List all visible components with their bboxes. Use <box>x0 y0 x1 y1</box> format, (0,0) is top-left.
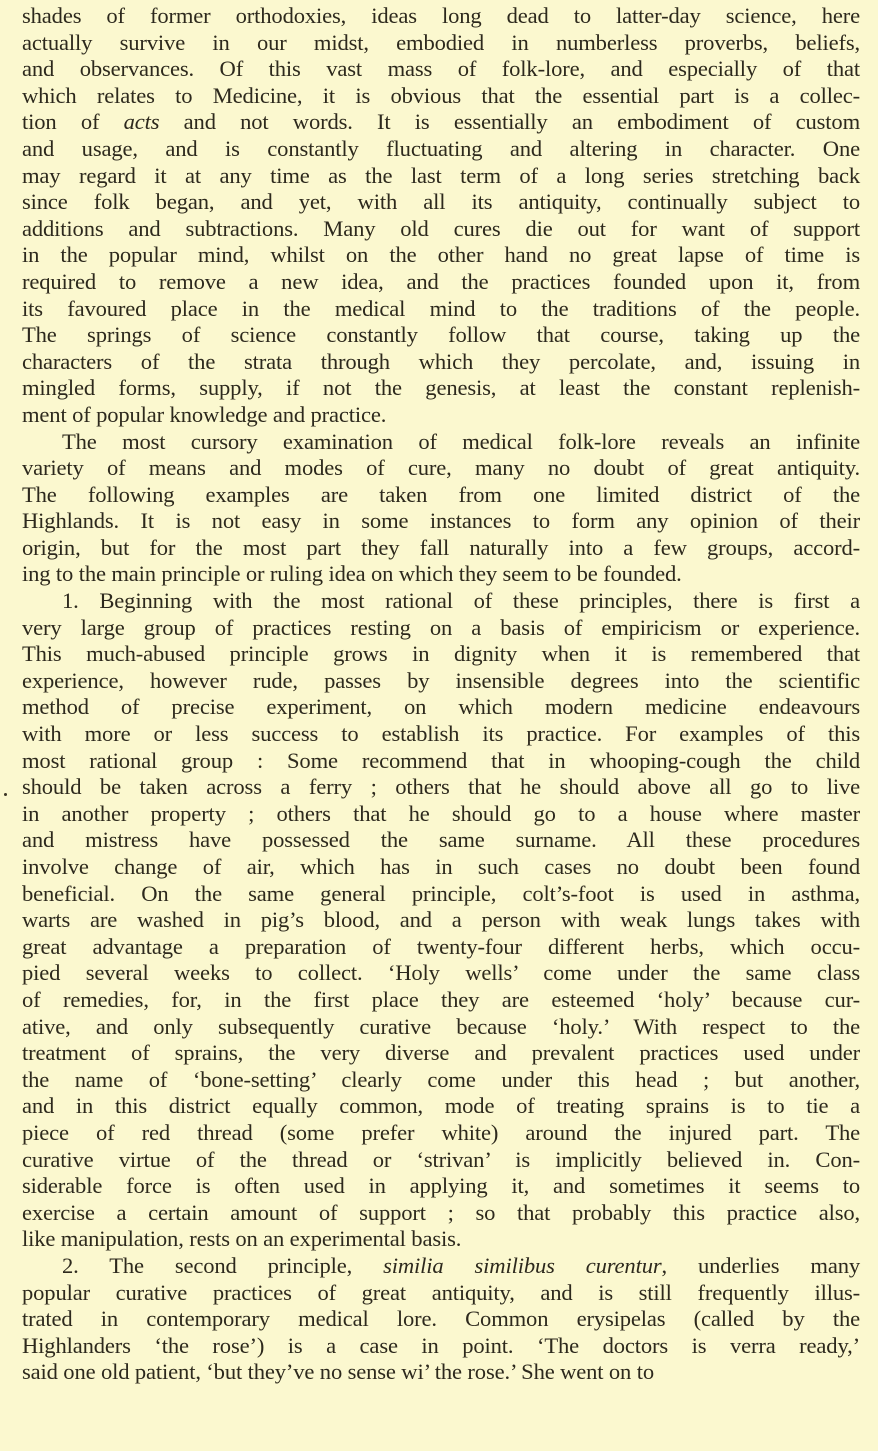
text-line: in the popular mind, whilst on the other hand no great lapse of time is <box>22 242 860 268</box>
text-line: characters of the strata through which they percolate, and, issuing in <box>22 348 860 374</box>
italic-term: similia similibus curentur <box>383 1252 662 1278</box>
text-line: siderable force is often used in applying it, and sometimes it seems to <box>22 1173 860 1199</box>
text-line: since folk began, and yet, with all its antiquity, continually subject to <box>22 189 860 215</box>
text-line: required to remove a new idea, and the practices founded upon it, from <box>22 268 860 294</box>
text-line: very large group of practices resting on a basis of empiricism or experience. <box>22 614 860 640</box>
text-line: with more or less success to establish its practice. For examples of this <box>22 721 860 747</box>
text-line: Highlanders ‘the rose’) is a case in point. ‘The doctors is verra ready,’ <box>22 1332 860 1358</box>
text-run: tion of <box>22 109 124 135</box>
text-line: The springs of science constantly follow that course, taking up the <box>22 322 860 348</box>
text-line: popular curative practices of great antiquity, and is still frequently illus- <box>22 1279 860 1305</box>
text-run: , underlies many <box>661 1252 860 1278</box>
paragraph-first-principle <box>22 588 860 1253</box>
text-run: and not words. It is essentially an embodiment of custom <box>159 109 860 135</box>
text-line: said one old patient, ‘but they’ve no sense wi’ the rose.’ She went on to <box>22 1359 654 1385</box>
text-line: ative, and only subsequently curative because ‘holy.’ With respect to the <box>22 1013 860 1039</box>
text-line: and usage, and is constantly fluctuating and altering in character. One <box>22 135 860 161</box>
text-line: the name of ‘bone-setting’ clearly come under this head ; but another, <box>22 1066 860 1092</box>
text-line: great advantage a preparation of twenty-four different herbs, which occu- <box>22 933 860 959</box>
text-line: experience, however rude, passes by insensible degrees into the scientific <box>22 667 860 693</box>
text-line: piece of red thread (some prefer white) around the injured part. The <box>22 1119 860 1145</box>
text-line: which relates to Medicine, it is obvious that the essential part is a collec- <box>22 82 860 108</box>
text-line: involve change of air, which has in such cases no doubt been found <box>22 854 860 879</box>
text-line: This much-abused principle grows in dignity when it is remembered that <box>22 641 860 667</box>
text-line: actually survive in our midst, embodied in numberless proverbs, beliefs, <box>22 29 860 55</box>
text-line: like manipulation, rests on an experimental basis. <box>22 1226 462 1252</box>
paragraph-second-principle <box>22 1253 860 1386</box>
text-line: ment of popular knowledge and practice. <box>22 401 387 427</box>
text-line: may regard it at any time as the last term of a long series stretching back <box>22 162 860 188</box>
text-line: variety of means and modes of cure, many no doubt of great antiquity. <box>22 455 860 481</box>
text-line: shades of former orthodoxies, ideas long dead to latter-day science, here <box>22 3 860 28</box>
text-line: exercise a certain amount of support ; so that probably this practice also, <box>22 1199 860 1225</box>
text-line: The most cursory examination of medical folk-lore reveals an infinite <box>62 428 860 454</box>
text-line: method of precise experiment, on which modern medicine endeavours <box>22 694 860 720</box>
paragraph-intro <box>22 3 860 429</box>
text-line <box>22 109 860 136</box>
text-line: additions and subtractions. Many old cures die out for want of support <box>22 215 860 241</box>
paragraph-cursory <box>22 429 860 589</box>
text-run: 2. The second principle, <box>62 1252 384 1278</box>
text-line <box>22 1253 860 1280</box>
text-line: in another property ; others that he should go to a house where master <box>22 800 860 826</box>
text-line: its favoured place in the medical mind to the traditions of the people. <box>22 295 860 321</box>
text-line: treatment of sprains, the very diverse and prevalent practices used under <box>22 1040 860 1066</box>
text-line: warts are washed in pig’s blood, and a person with weak lungs takes with <box>22 907 860 933</box>
text-line: and observances. Of this vast mass of folk-lore, and especially of that <box>22 56 860 82</box>
text-line: origin, but for the most part they fall naturally into a few groups, accord- <box>22 534 860 560</box>
margin-mark <box>4 793 7 796</box>
text-line: curative virtue of the thread or ‘strivan’ is implicitly believed in. Con- <box>22 1146 860 1172</box>
book-page-text <box>22 3 860 1386</box>
text-line: pied several weeks to collect. ‘Holy wells’ come under the same class <box>22 960 860 986</box>
text-line: beneficial. On the same general principle, colt’s-foot is used in asthma, <box>22 880 860 906</box>
italic-term: acts <box>123 109 160 135</box>
text-line: trated in contemporary medical lore. Common erysipelas (called by the <box>22 1306 860 1332</box>
text-line: Highlands. It is not easy in some instances to form any opinion of their <box>22 508 860 534</box>
text-line: should be taken across a ferry ; others that he should above all go to live <box>22 774 860 800</box>
text-line: most rational group : Some recommend that in whooping-cough the child <box>22 747 860 773</box>
text-line: and mistress have possessed the same surname. All these procedures <box>22 827 860 853</box>
text-line: The following examples are taken from one limited district of the <box>22 481 860 507</box>
text-line: ing to the main principle or ruling idea on which they seem to be founded. <box>22 561 682 587</box>
text-line: of remedies, for, in the first place they are esteemed ‘holy’ because cur- <box>22 986 860 1012</box>
text-line: and in this district equally common, mode of treating sprains is to tie a <box>22 1093 860 1119</box>
text-line: mingled forms, supply, if not the genesis, at least the constant replenish- <box>22 375 860 401</box>
text-line: 1. Beginning with the most rational of these principles, there is first a <box>62 588 860 614</box>
